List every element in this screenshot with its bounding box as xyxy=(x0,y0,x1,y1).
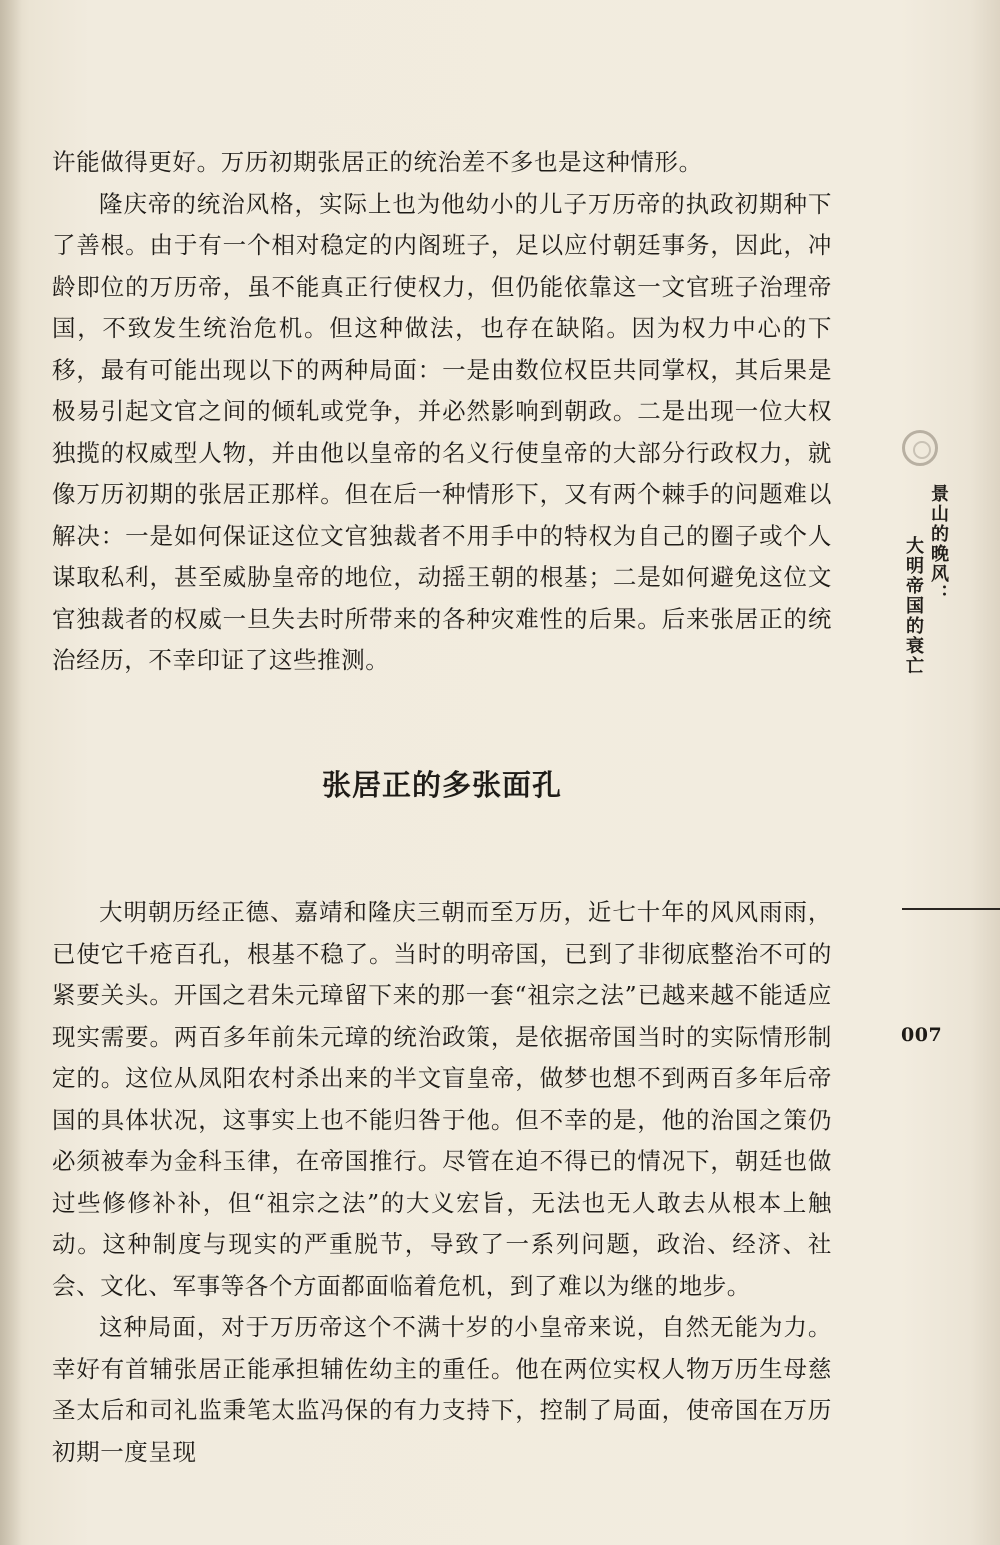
paragraph-longqing: 隆庆帝的统治风格，实际上也为他幼小的儿子万历帝的执政初期种下了善根。由于有一个相对稳定的内阁班子，足以应付朝廷事务，因此，冲龄即位的万历帝，虽不能真正行使权力，但仍能依靠这一文官班子治理帝国，不致发生统治危机。但这种做法，也存在缺陷。因为权力中心的下移，最有可能出现以下的两种局面：一是由数位权臣共同掌权，其后果是极易引起文官之间的倾轧或党争，并必然影响到朝政。二是出现一位大权独揽的权威型人物，并由他以皇帝的名义行使皇帝的大部分行政权力，就像万历初期的张居正那样。但在后一种情形下，又有两个棘手的问题难以解决：一是如何保证这位文官独裁者不用手中的特权为自己的圈子或个人谋取私利，甚至威胁皇帝的地位，动摇王朝的根基；二是如何避免这位文官独裁者的权威一旦失去时所带来的各种灾难性的后果。后来张居正的统治经历，不幸印证了这些推测。 xyxy=(52,189,832,674)
paragraph-daming: 大明朝历经正德、嘉靖和隆庆三朝而至万历，近七十年的风风雨雨，已使它千疮百孔，根基不稳了。当时的明帝国，已到了非彻底整治不可的紧要关头。开国之君朱元璋留下来的那一套“祖宗之法”已越来越不能适应现实需要。两百多年前朱元璋的统治政策，是依据帝国当时的实际情形制定的。这位从凤阳农村杀出来的半文盲皇帝，做梦也想不到两百多年后帝国的具体状况，这事实上也不能归咎于他。但不幸的是，他的治国之策仍必须被奉为金科玉律，在帝国推行。尽管在迫不得已的情况下，朝廷也做过些修修补补，但“祖宗之法”的大义宏旨，无法也无人敢去从根本上触动。这种制度与现实的严重脱节，导致了一系列问题，政治、经济、社会、文化、军事等各个方面都面临着危机，到了难以为继的地步。 xyxy=(52,898,832,1300)
running-title-main: 景山的晚风： xyxy=(928,484,949,604)
chapter-emblem-icon xyxy=(902,430,938,466)
upper-text-block xyxy=(52,142,832,682)
gutter-shadow xyxy=(0,0,22,1545)
margin-rule xyxy=(902,908,1000,910)
page-number: 007 xyxy=(901,1024,943,1046)
corner-mark xyxy=(960,4,990,20)
paragraph-continuation: 许能做得更好。万历初期张居正的统治差不多也是这种情形。 xyxy=(52,148,703,176)
section-heading: 张居正的多张面孔 xyxy=(321,768,562,802)
running-title-sub: 大明帝国的衰亡 xyxy=(903,536,924,676)
lower-text-block xyxy=(52,892,832,1473)
paragraph-situation: 这种局面，对于万历帝这个不满十岁的小皇帝来说，自然无能为力。幸好有首辅张居正能承担辅佐幼主的重任。他在两位实权人物万历生母慈圣太后和司礼监秉笔太监冯保的有力支持下，控制了局面，使帝国在万历初期一度呈现 xyxy=(52,1313,832,1466)
